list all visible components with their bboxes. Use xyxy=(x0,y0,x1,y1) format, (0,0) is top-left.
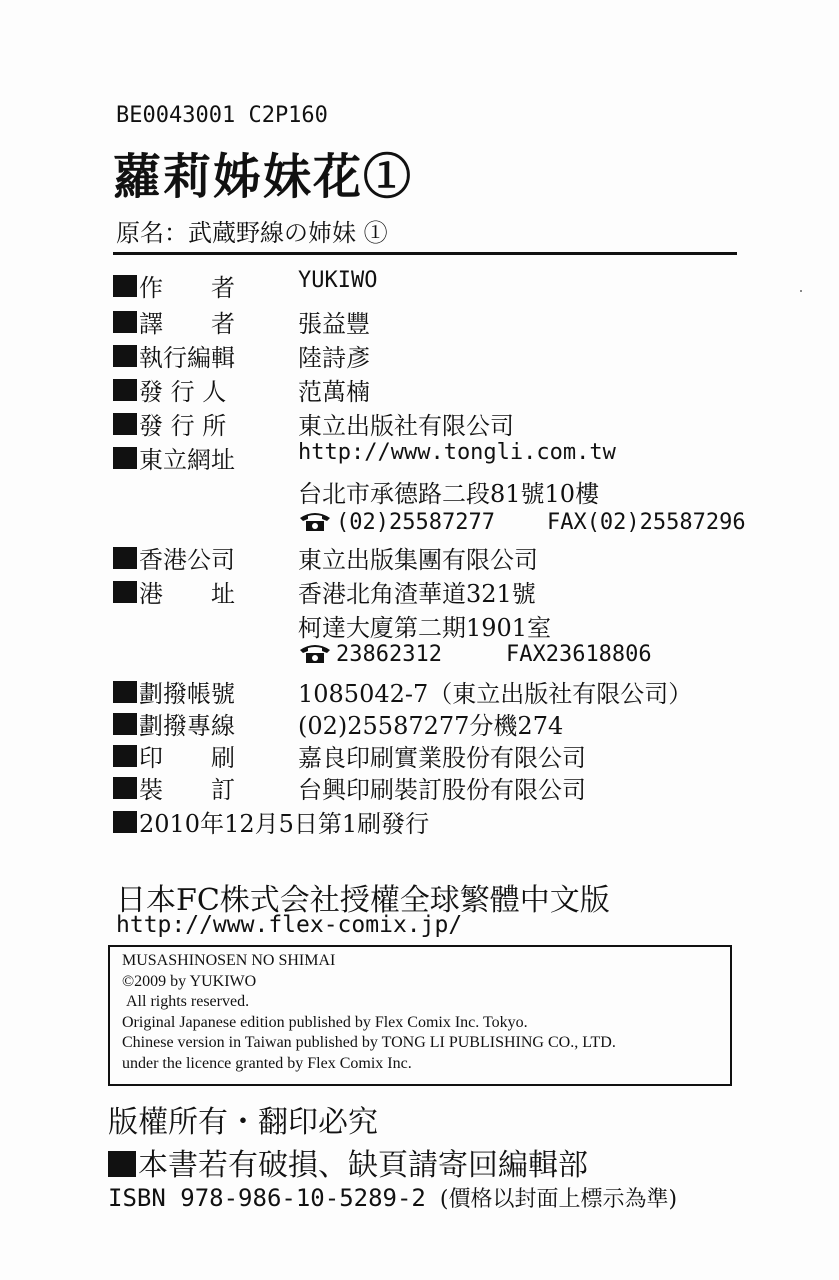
telephone-icon xyxy=(298,642,332,664)
credit-label: 作 者 xyxy=(139,274,235,302)
license-statement: 日本FC株式会社授權全球繁體中文版 xyxy=(116,883,610,918)
isbn-row xyxy=(108,1182,677,1213)
payment-label: 劃撥專線 xyxy=(139,712,235,740)
bullet-square xyxy=(113,745,137,767)
hk-label: 港 址 xyxy=(139,580,235,608)
payment-value: 台興印刷裝訂股份有限公司 xyxy=(298,776,586,804)
bullet-square xyxy=(108,1151,136,1177)
hk-row-address xyxy=(113,574,793,608)
bullet-square xyxy=(113,713,137,735)
bullet-square xyxy=(113,681,137,703)
tw-address-row xyxy=(113,474,793,508)
return-notice-row xyxy=(108,1140,588,1184)
payment-value: 嘉良印刷實業股份有限公司 xyxy=(298,744,586,772)
hk-address2: 柯達大廈第二期1901室 xyxy=(298,614,552,642)
catalog-code: BE0043001 C2P160 xyxy=(116,103,328,128)
credit-row-publishing-house xyxy=(113,406,793,440)
credit-label: 東立網址 xyxy=(139,446,235,474)
hk-label: 香港公司 xyxy=(139,546,235,574)
bullet-square xyxy=(113,413,137,435)
bullet-square xyxy=(113,777,137,799)
payment-value: (02)25587277分機274 xyxy=(298,712,564,740)
payment-row-printing xyxy=(113,738,793,772)
rights-reserved: 版權所有・翻印必究 xyxy=(108,1105,378,1140)
hk-phone-row xyxy=(113,642,793,676)
copyright-line: All rights reserved. xyxy=(126,993,250,1010)
bullet-square xyxy=(113,547,137,569)
payment-label: 印 刷 xyxy=(139,744,235,772)
bullet-square xyxy=(113,275,137,297)
hk-value: 東立出版集團有限公司 xyxy=(298,546,538,574)
bullet-square xyxy=(113,811,137,833)
hk-row-company xyxy=(113,540,793,574)
payment-row-binding xyxy=(113,770,793,804)
license-url: http://www.flex-comix.jp/ xyxy=(116,912,463,938)
payment-label: 劃撥帳號 xyxy=(139,680,235,708)
book-title: 蘿莉姊妹花① xyxy=(113,149,414,205)
credit-value: 東立出版社有限公司 xyxy=(298,412,514,440)
credit-row-translator xyxy=(113,304,793,338)
scan-speck xyxy=(800,290,802,292)
hk-phone: 23862312 xyxy=(336,642,442,667)
tw-fax: FAX(02)25587296 xyxy=(546,510,746,535)
credit-label: 執行編輯 xyxy=(139,344,235,372)
hk-value: 香港北角渣華道321號 xyxy=(298,580,536,608)
divider xyxy=(113,252,737,255)
isbn: ISBN 978-986-10-5289-2 xyxy=(108,1184,426,1212)
credit-label: 發 行 人 xyxy=(139,378,227,406)
bullet-square xyxy=(113,379,137,401)
payment-row-hotline xyxy=(113,706,793,740)
tw-address: 台北市承德路二段81號10樓 xyxy=(298,480,600,508)
copyright-line: under the licence granted by Flex Comix Inc. xyxy=(122,1054,412,1072)
copyright-line: Original Japanese edition published by Flex Comix Inc. Tokyo. xyxy=(122,1013,528,1031)
payment-label: 裝 訂 xyxy=(139,776,235,804)
telephone-icon xyxy=(298,510,332,532)
bullet-square xyxy=(113,447,137,469)
hk-address2-row xyxy=(113,608,793,642)
copyright-line: MUSASHINOSEN NO SHIMAI xyxy=(122,952,336,969)
credit-value: 張益豐 xyxy=(298,310,370,338)
hk-fax: FAX23618806 xyxy=(505,642,652,667)
credit-value: 陸詩彥 xyxy=(298,344,370,372)
credit-value: YUKIWO xyxy=(298,268,378,293)
return-notice: 本書若有破損、缺頁請寄回編輯部 xyxy=(138,1148,588,1183)
edition-row xyxy=(113,804,793,838)
credit-label: 譯 者 xyxy=(139,310,235,338)
credit-value: 范萬楠 xyxy=(298,378,370,406)
copyright-line: Chinese version in Taiwan published by TONG LI PUBLISHING CO., LTD. xyxy=(122,1034,616,1051)
bullet-square xyxy=(113,581,137,603)
credit-row-publisher xyxy=(113,372,793,406)
credit-row-editor xyxy=(113,338,793,372)
credit-row-author xyxy=(113,268,793,302)
credit-row-website xyxy=(113,440,793,474)
bullet-square xyxy=(113,345,137,367)
price-note: (價格以封面上標示為準) xyxy=(439,1187,678,1212)
payment-row-account xyxy=(113,674,793,708)
copyright-box xyxy=(108,945,732,1086)
copyright-line: ©2009 by YUKIWO xyxy=(122,972,257,990)
bullet-square xyxy=(113,311,137,333)
original-title: 原名：武蔵野線の姉妹 ① xyxy=(116,219,388,247)
tw-phone-row xyxy=(113,510,793,544)
tw-phone: (02)25587277 xyxy=(336,510,495,535)
payment-value: 1085042-7（東立出版社有限公司） xyxy=(298,680,693,708)
edition-date: 2010年12月5日第1刷發行 xyxy=(139,810,430,838)
website-url: http://www.tongli.com.tw xyxy=(298,440,616,465)
credit-label: 發 行 所 xyxy=(139,412,227,440)
